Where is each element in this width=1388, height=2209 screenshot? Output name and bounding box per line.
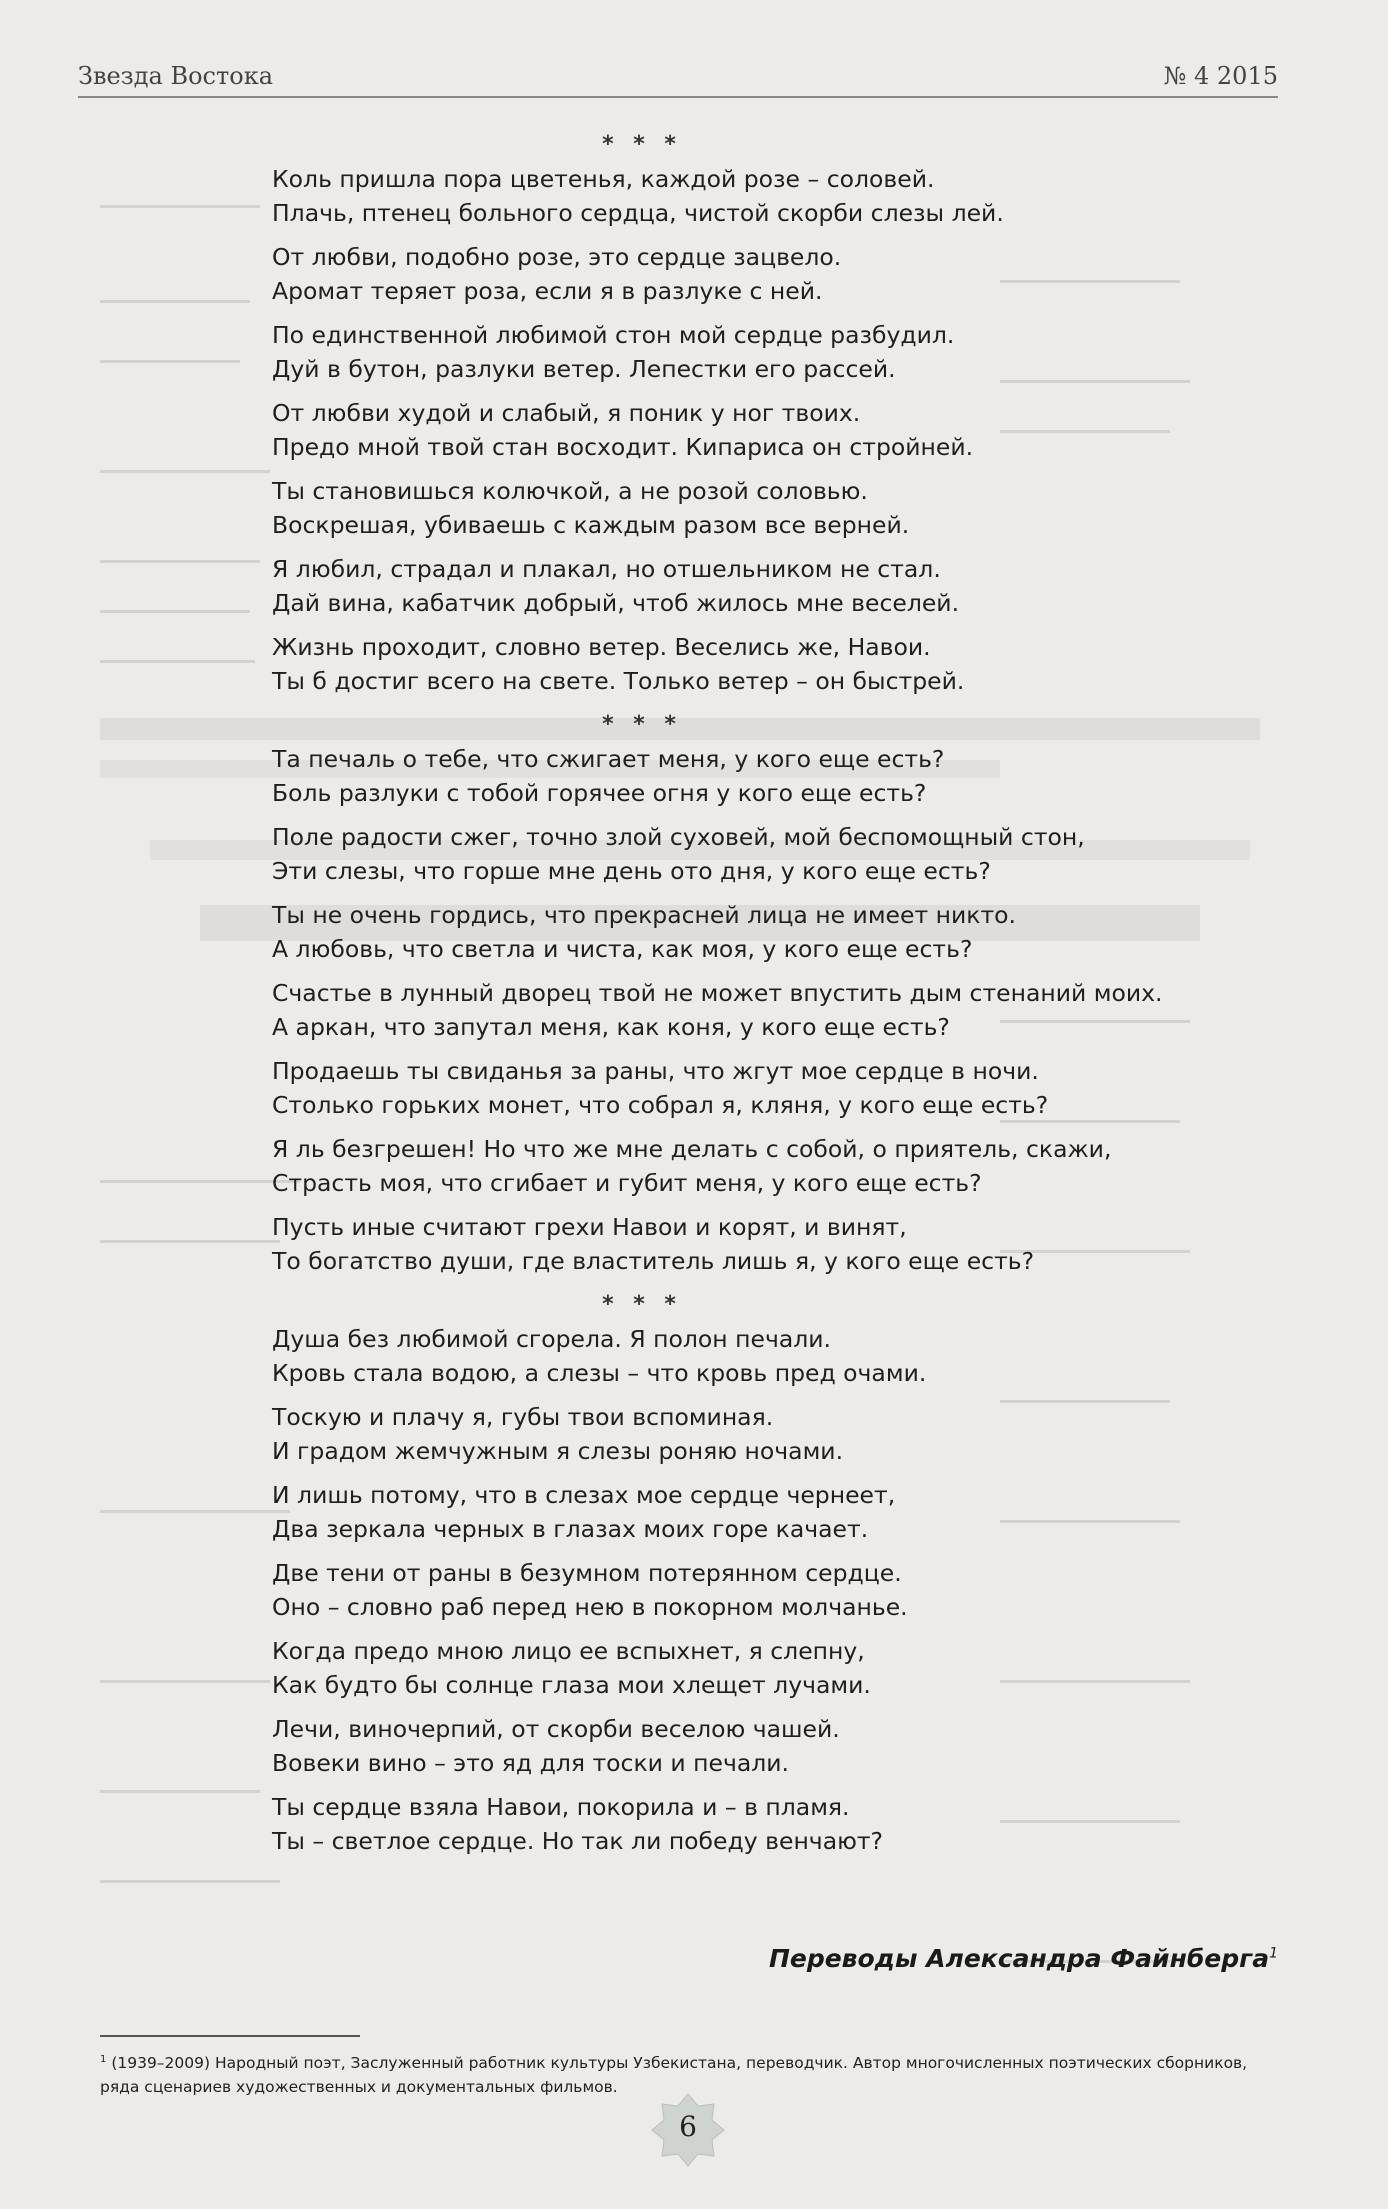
page-number: 6 [679,2110,697,2143]
verse-line: Тоскую и плачу я, губы твои вспоминая. [272,1403,774,1431]
stanza [272,976,1272,1044]
stanza [272,474,1272,542]
footnote-ref: 1 [1269,1945,1278,1962]
verse-line: Эти слезы, что горше мне день ото дня, у кого еще есть? [272,857,991,885]
stanza [272,1400,1272,1468]
poem-section [272,708,1272,1278]
verse-line: Оно – словно раб перед нею в покорном молчанье. [272,1593,908,1621]
verse-line: Воскрешая, убиваешь с каждым разом все верней. [272,511,910,539]
journal-title: Звезда Востока [78,62,274,90]
footnote-text: (1939–2009) Народный поэт, Заслуженный работник культуры Узбекистана, переводчик. Автор многочисленных поэтических сборников, ряда сценариев художественных и документальных фильмов. [100,2054,1248,2097]
stanza [272,240,1272,308]
verse-line: От любви худой и слабый, я поник у ног твоих. [272,399,861,427]
poem-body [272,128,1272,1868]
stanza [272,1634,1272,1702]
footnote-divider [100,2035,360,2037]
verse-line: Ты не очень гордись, что прекрасней лица не имеет никто. [272,901,1017,929]
verse-line: Ты сердце взяла Навои, покорила и – в пламя. [272,1793,850,1821]
verse-line: Как будто бы солнце глаза мои хлещет лучами. [272,1671,871,1699]
verse-line: Ты становишься колючкой, а не розой соловью. [272,477,868,505]
stanza [272,630,1272,698]
verse-line: Аромат теряет роза, если я в разлуке с ней. [272,277,823,305]
verse-line: Когда предо мною лицо ее вспыхнет, я слепну, [272,1637,865,1665]
running-header [78,58,1278,98]
verse-line: Пусть иные считают грехи Навои и корят, и винят, [272,1213,907,1241]
section-separator: * * * [602,132,682,157]
section-separator: * * * [602,1292,682,1317]
verse-line: Поле радости сжег, точно злой суховей, мой беспомощный стон, [272,823,1085,851]
header-divider [78,96,1278,98]
stanza [272,1478,1272,1546]
verse-line: Ты б достиг всего на свете. Только ветер – он быстрей. [272,667,965,695]
verse-line: Столько горьких монет, что собрал я, кляня, у кого еще есть? [272,1091,1049,1119]
verse-line: Две тени от раны в безумном потерянном сердце. [272,1559,902,1587]
verse-line: Страсть моя, что сгибает и губит меня, у кого еще есть? [272,1169,982,1197]
verse-line: А аркан, что запутал меня, как коня, у кого еще есть? [272,1013,950,1041]
stanza [272,1210,1272,1278]
stanza [272,1712,1272,1780]
stanza [272,162,1272,230]
verse-line: Кровь стала водою, а слезы – что кровь пред очами. [272,1359,927,1387]
signature-text: Переводы Александра Файнберга [768,1944,1270,1973]
verse-line: Плачь, птенец больного сердца, чистой скорби слезы лей. [272,199,1004,227]
verse-line: Дай вина, кабатчик добрый, чтоб жилось мне веселей. [272,589,960,617]
verse-line: Коль пришла пора цветенья, каждой розе – соловей. [272,165,935,193]
verse-line: Вовеки вино – это яд для тоски и печали. [272,1749,789,1777]
verse-line: От любви, подобно розе, это сердце зацвело. [272,243,842,271]
verse-line: Душа без любимой сгорела. Я полон печали. [272,1325,831,1353]
stanza [272,1556,1272,1624]
stanza [272,742,1272,810]
verse-line: Ты – светлое сердце. Но так ли победу венчают? [272,1827,884,1855]
poem-section [272,1288,1272,1858]
verse-line: Счастье в лунный дворец твой не может впустить дым стенаний моих. [272,979,1163,1007]
verse-line: Та печаль о тебе, что сжигает меня, у кого еще есть? [272,745,945,773]
stanza [272,396,1272,464]
verse-line: Я ль безгрешен! Но что же мне делать с собой, о приятель, скажи, [272,1135,1112,1163]
verse-line: И градом жемчужным я слезы роняю ночами. [272,1437,844,1465]
stanza [272,318,1272,386]
verse-line: Жизнь проходит, словно ветер. Веселись же, Навои. [272,633,931,661]
verse-line: Лечи, виночерпий, от скорби веселою чашей. [272,1715,840,1743]
verse-line: Я любил, страдал и плакал, но отшельником не стал. [272,555,941,583]
stanza [272,552,1272,620]
verse-line: И лишь потому, что в слезах мое сердце чернеет, [272,1481,896,1509]
verse-line: Боль разлуки с тобой горячее огня у кого еще есть? [272,779,927,807]
section-separator: * * * [602,712,682,737]
verse-line: То богатство души, где властитель лишь я, у кого еще есть? [272,1247,1035,1275]
stanza [272,1132,1272,1200]
verse-line: Предо мной твой стан восходит. Кипариса он стройней. [272,433,974,461]
stanza [272,1790,1272,1858]
translator-signature [769,1944,1278,1973]
stanza [272,1322,1272,1390]
poem-section [272,128,1272,698]
verse-line: А любовь, что светла и чиста, как моя, у кого еще есть? [272,935,973,963]
stanza [272,898,1272,966]
verse-line: По единственной любимой стон мой сердце разбудил. [272,321,955,349]
footnote-mark: 1 [100,2054,107,2065]
verse-line: Два зеркала черных в глазах моих горе качает. [272,1515,869,1543]
stanza [272,820,1272,888]
issue-number: № 4 2015 [1163,62,1278,90]
verse-line: Дуй в бутон, разлуки ветер. Лепестки его рассей. [272,355,896,383]
stanza [272,1054,1272,1122]
verse-line: Продаешь ты свиданья за раны, что жгут мое сердце в ночи. [272,1057,1039,1085]
